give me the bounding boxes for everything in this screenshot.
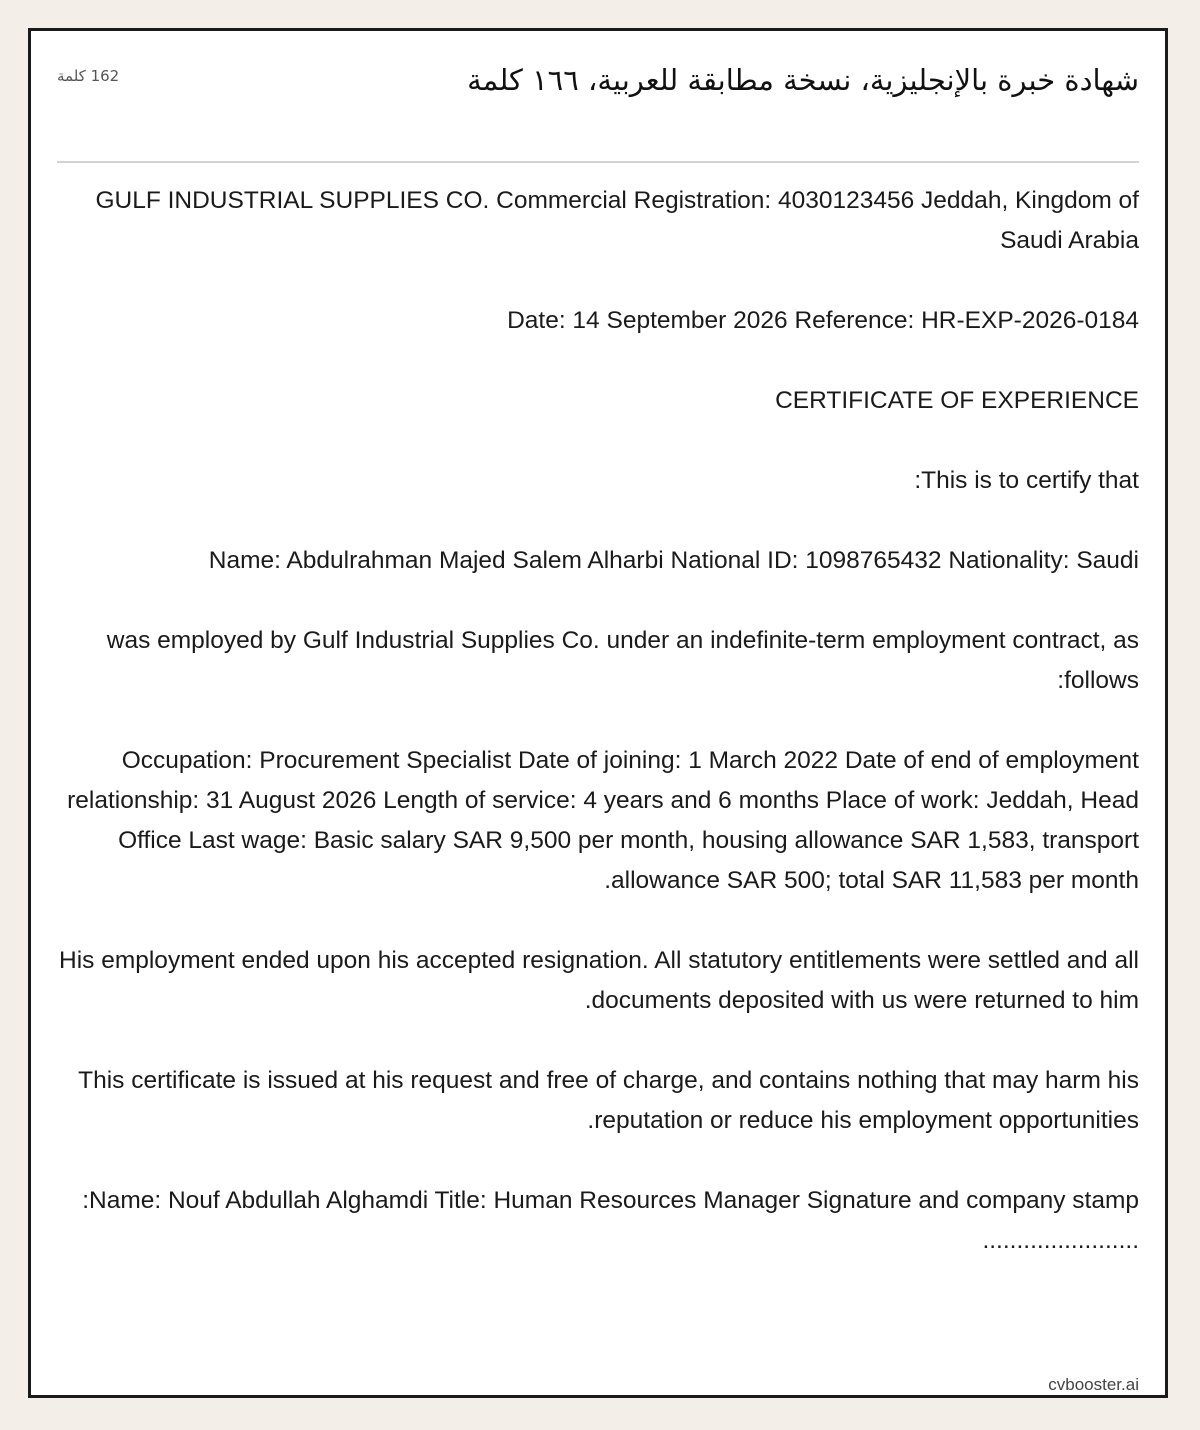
certificate-body bbox=[57, 181, 1139, 1301]
company-info: GULF INDUSTRIAL SUPPLIES CO. Commercial Registration: 4030123456 Jeddah, Kingdom of Saudi Arabia bbox=[95, 187, 1139, 254]
employee-details: Name: Abdulrahman Majed Salem Alharbi National ID: 1098765432 Nationality: Saudi bbox=[208, 547, 1139, 574]
employment-statement: was employed by Gulf Industrial Supplies Co. under an indefinite-term employment contract, as follows: bbox=[106, 627, 1139, 694]
issuance-statement: This certificate is issued at his request and free of charge, and contains nothing that may harm his reputation or reduce his employment opportunities. bbox=[78, 1067, 1139, 1134]
page-title: شهادة خبرة بالإنجليزية، نسخة مطابقة للعربية، ١٦٦ كلمة bbox=[467, 63, 1139, 97]
certificate-heading: CERTIFICATE OF EXPERIENCE bbox=[775, 387, 1139, 414]
certify-intro: This is to certify that: bbox=[914, 467, 1139, 494]
certificate-card bbox=[28, 28, 1168, 1398]
word-count-badge: 162 كلمة bbox=[57, 67, 120, 85]
header bbox=[57, 59, 1139, 163]
signatory-block: Name: Nouf Abdullah Alghamdi Title: Human Resources Manager Signature and company stamp: ....................... bbox=[82, 1187, 1139, 1254]
brand-link[interactable]: cvbooster.ai bbox=[1048, 1375, 1139, 1394]
termination-statement: His employment ended upon his accepted resignation. All statutory entitlements were settled and all documents deposited with us were returned to him. bbox=[59, 947, 1139, 1014]
date-reference: Date: 14 September 2026 Reference: HR-EXP-2026-0184 bbox=[507, 307, 1139, 334]
employment-terms: Occupation: Procurement Specialist Date of joining: 1 March 2022 Date of end of employment relationship: 31 August 2026 Length of service: 4 years and 6 months Place of work: Jeddah, Head Office Last wage: Basic salary SAR 9,500 per month, housing allowance SAR 1,583, transport allowance SAR 500; total SAR 11,583 per month. bbox=[67, 747, 1139, 894]
